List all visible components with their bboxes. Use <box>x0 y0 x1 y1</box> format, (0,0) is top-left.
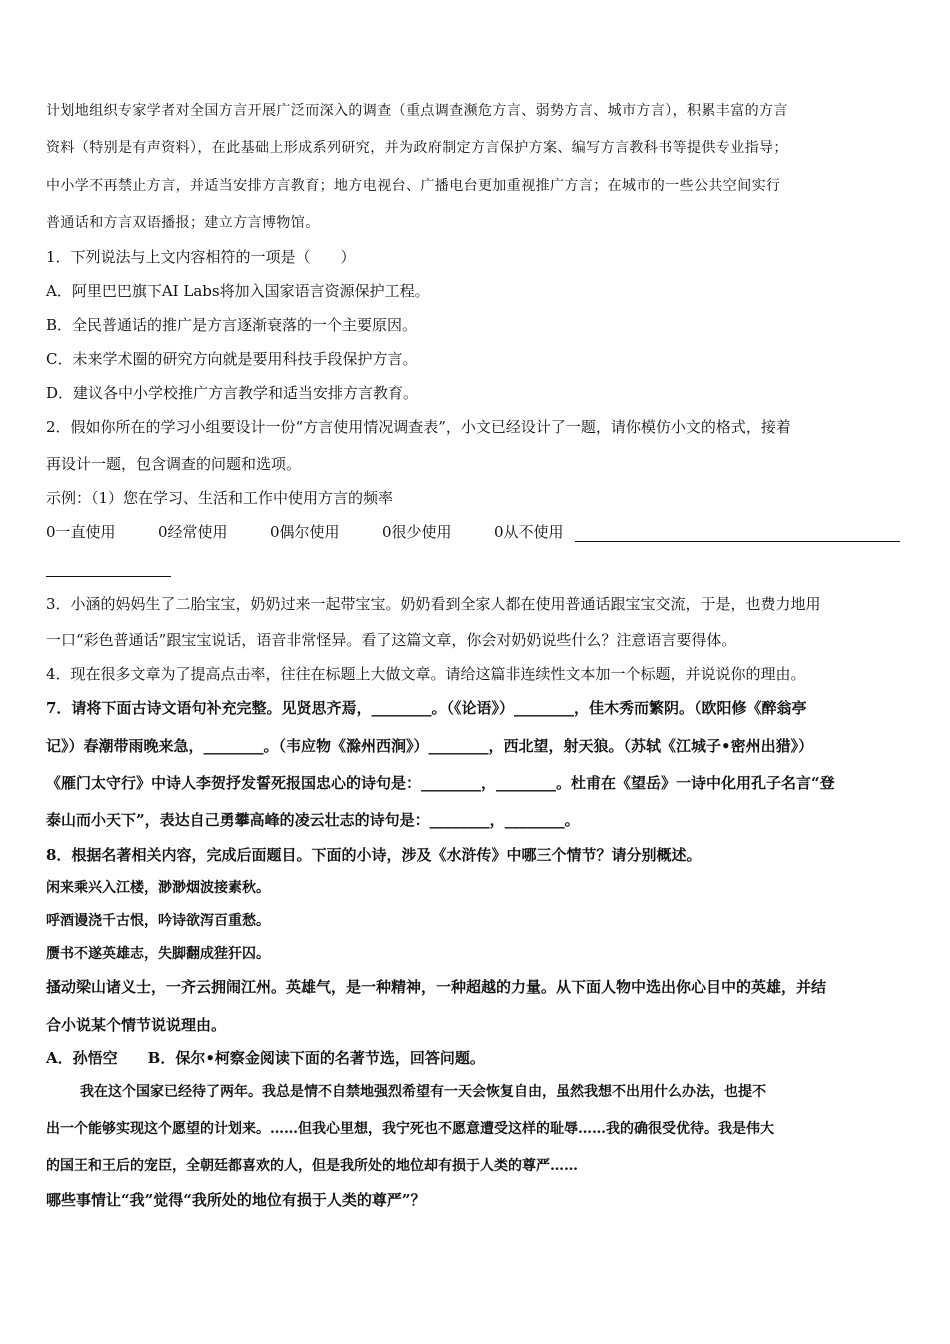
intro-line-4: 普通话和方言双语播报；建立方言博物馆。 <box>46 215 320 231</box>
intro-line-3: 中小学不再禁止方言，并适当安排方言教育；地方电视台、广播电台更加重视推广方言；在城市的一些公共空间实行 <box>46 178 781 194</box>
intro-line-2: 资料（特别是有声资料），在此基础上形成系列研究，并为政府制定方言保护方案、编写方言教科书等提供专业指导； <box>46 140 788 156</box>
q8-poem-line-1: 闲来乘兴入江楼，渺渺烟波接素秋。 <box>46 880 270 896</box>
q2-choice-3: 0偶尔使用 <box>270 523 340 541</box>
q1-option-b: B．全民普通话的推广是方言逐渐衰落的一个主要原因。 <box>46 316 418 334</box>
q1-option-c: C．未来学术圈的研究方向就是要用科技手段保护方言。 <box>46 350 418 368</box>
q1-option-a: A．阿里巴巴旗下AI Labs将加入国家语言资源保护工程。 <box>46 282 430 300</box>
q7-line-2: 记》）春潮带雨晚来急，________。（韦应物《滁州西涧》）________，西北望，射天狼。（苏轼《江城子•密州出猎》） <box>46 737 814 755</box>
q2-choice-5: 0从不使用 <box>494 523 564 541</box>
q2-line-1: 2．假如你所在的学习小组要设计一份“方言使用情况调查表”，小文已经设计了一题，请你模仿小文的格式，接着 <box>46 418 791 436</box>
answer-blank-line <box>575 541 900 542</box>
q8-poem-line-2: 呼酒谩浇千古恨，吟诗欲泻百重愁。 <box>46 913 270 929</box>
q2-line-2: 再设计一题，包含调查的问题和选项。 <box>46 455 302 473</box>
q7-line-4: 泰山而小天下”，表达自己勇攀高峰的凌云壮志的诗句是：________，________。 <box>46 811 580 829</box>
q4-line: 4．现在很多文章为了提高点击率，往往在标题上大做文章。请给这篇非连续性文本加一个标题，并说说你的理由。 <box>46 665 806 683</box>
q2-choice-2: 0经常使用 <box>158 523 228 541</box>
q2-choice-4: 0很少使用 <box>382 523 452 541</box>
q3-line-2: 一口“彩色普通话”跟宝宝说话，语音非常怪异。看了这篇文章，你会对奶奶说些什么？注意语言要得体。 <box>46 631 737 649</box>
q8-continuation-line-2: 合小说某个情节说说理由。 <box>46 1016 227 1034</box>
q1-option-d: D．建议各中小学校推广方言教学和适当安排方言教育。 <box>46 384 419 402</box>
q7-line-3: 《雁门太守行》中诗人李贺抒发誓死报国忠心的诗句是：________，________。杜甫在《望岳》一诗中化用孔子名言“登 <box>46 774 835 792</box>
excerpt-line-2: 出一个能够实现这个愿望的计划来。……但我心里想，我宁死也不愿意遭受这样的耻辱……我的确很受优待。我是伟大 <box>46 1121 774 1137</box>
q8-stem: 8．根据名著相关内容，完成后面题目。下面的小诗，涉及《水浒传》中哪三个情节？请分别概述。 <box>46 846 702 864</box>
q8-options-line: A．孙悟空 B．保尔•柯察金阅读下面的名著节选，回答问题。 <box>46 1049 485 1067</box>
excerpt-line-1: 我在这个国家已经待了两年。我总是情不自禁地强烈希望有一天会恢复自由，虽然我想不出用什么办法，也提不 <box>80 1084 766 1100</box>
q3-line-1: 3．小涵的妈妈生了二胎宝宝，奶奶过来一起带宝宝。奶奶看到全家人都在使用普通话跟宝宝交流，于是，也费力地用 <box>46 595 821 613</box>
q2-example: 示例：（1）您在学习、生活和工作中使用方言的频率 <box>46 489 394 507</box>
q7-line-1: 7．请将下面古诗文语句补充完整。见贤思齐焉，________。（《论语》）________，佳木秀而繁阴。（欧阳修《醉翁亭 <box>46 699 807 717</box>
excerpt-line-3: 的国王和王后的宠臣，全朝廷都喜欢的人，但是我所处的地位却有损于人类的尊严…… <box>46 1158 578 1174</box>
q8-continuation-line-1: 搔动梁山诸义士，一齐云拥闹江州。英雄气，是一种精神，一种超越的力量。从下面人物中选出你心目中的英雄，并结 <box>46 978 827 996</box>
q2-choice-1: 0一直使用 <box>46 523 116 541</box>
q8-final-question: 哪些事情让“我”觉得“我所处的地位有损于人类的尊严”？ <box>46 1191 426 1209</box>
intro-line-1: 计划地组织专家学者对全国方言开展广泛而深入的调查（重点调查濒危方言、弱势方言、城市方言），积累丰富的方言 <box>46 103 788 119</box>
answer-blank-line-continued <box>46 576 171 577</box>
q8-poem-line-3: 赝书不遂英雄志，失脚翻成狴犴囚。 <box>46 946 270 962</box>
q1-stem: 1．下列说法与上文内容相符的一项是（ ） <box>46 248 356 266</box>
